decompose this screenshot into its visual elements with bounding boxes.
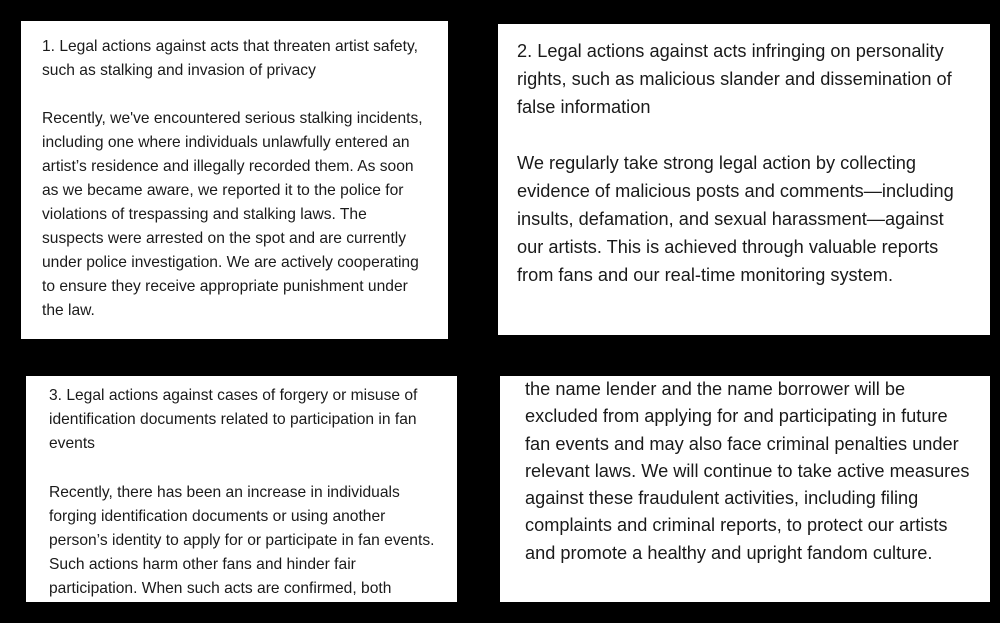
notice-panel-identity-forgery-continued [500,376,990,602]
panel-heading: 3. Legal actions against cases of forgery or misuse of identification documents related to participation in fan events [49,387,418,453]
panel-body: We regularly take strong legal action by collecting evidence of malicious posts and comments—including insults, defamation, and sexual harassment—against our artists. This is achieved through valuable reports from fans and our real-time monitoring system. [517,153,954,285]
panel-heading: 2. Legal actions against acts infringing on personality rights, such as malicious slander and dissemination of false information [517,41,952,117]
panel-body: Recently, we've encountered serious stalking incidents, including one where individuals unlawfully entered an artist’s residence and illegally recorded them. As soon as we became aware, we reported it to the police for violations of trespassing and stalking laws. The suspects were arrested on the spot and are currently under police investigation. We are actively cooperating to ensure they receive appropriate punishment under the law. [42,110,423,319]
notice-panel-stalking [21,21,448,339]
notice-panel-identity-forgery [26,376,457,602]
panel-body: Recently, there has been an increase in individuals forging identification documents or using another person’s identity to apply for or participate in fan events. Such actions harm other fans and hinder fair participation. When such acts are confirmed, both [49,483,435,598]
panel-body: the name lender and the name borrower will be excluded from applying for and participating in future fan events and may also face criminal penalties under relevant laws. We will continue to take active measures against these fraudulent activities, including filing complaints and criminal reports, to protect our artists and promote a healthy and upright fandom culture. [525,379,970,563]
panel-heading: 1. Legal actions against acts that threaten artist safety, such as stalking and invasion of privacy [42,38,418,79]
notice-panel-personality-rights [498,24,990,335]
